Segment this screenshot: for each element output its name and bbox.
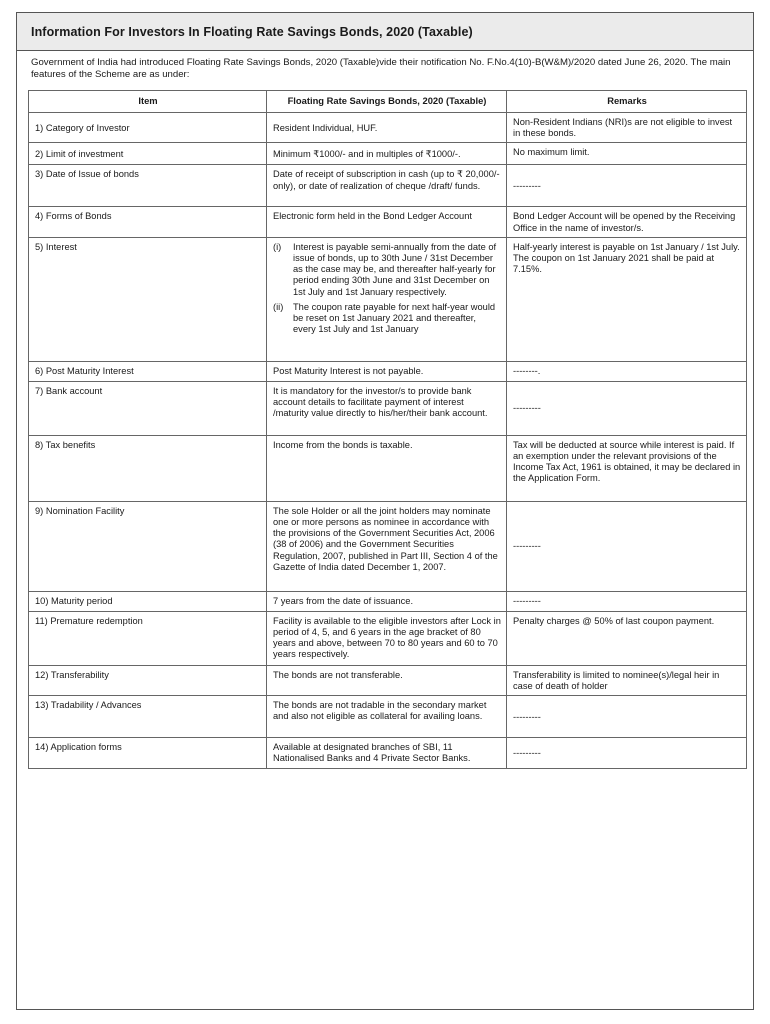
header-bond: Floating Rate Savings Bonds, 2020 (Taxable) [267, 91, 507, 113]
clause-text: The coupon rate payable for next half-year would be reset on 1st January 2021 and thereafter, every 1st July and 1st January [293, 301, 496, 335]
remark-cell: Bond Ledger Account will be opened by the Receiving Office in the name of investor/s. [507, 207, 747, 237]
item-cell: 5) Interest [29, 237, 267, 361]
item-cell: 7) Bank account [29, 381, 267, 435]
table-header-row [29, 91, 747, 113]
table-row [29, 207, 747, 237]
table-row [29, 611, 747, 665]
table-row [29, 237, 747, 361]
interest-clause-1 [273, 242, 501, 298]
table-row [29, 501, 747, 591]
detail-cell: Minimum ₹1000/- and in multiples of ₹1000/-. [267, 143, 507, 165]
remark-cell: --------- [507, 165, 747, 207]
table-row [29, 665, 747, 695]
remark-cell: --------- [507, 501, 747, 591]
detail-cell: Available at designated branches of SBI, 11 Nationalised Banks and 4 Private Sector Banks. [267, 738, 507, 768]
remark-cell: --------- [507, 738, 747, 768]
clause-number: (ii) [273, 301, 284, 312]
table-row [29, 381, 747, 435]
item-cell: 8) Tax benefits [29, 435, 267, 501]
remark-cell: Non-Resident Indians (NRI)s are not eligible to invest in these bonds. [507, 113, 747, 143]
item-cell: 12) Transferability [29, 665, 267, 695]
header-remarks: Remarks [507, 91, 747, 113]
detail-cell: The bonds are not tradable in the secondary market and also not eligible as collateral for availing loans. [267, 696, 507, 738]
item-cell: 6) Post Maturity Interest [29, 361, 267, 381]
detail-cell: Facility is available to the eligible investors after Lock in period of 4, 5, and 6 years in the age bracket of 80 years and above, between 70 to 80 years and 60 to 70 years respectively. [267, 611, 507, 665]
remark-cell: Penalty charges @ 50% of last coupon payment. [507, 611, 747, 665]
item-cell: 3) Date of Issue of bonds [29, 165, 267, 207]
table-row [29, 591, 747, 611]
table-row [29, 361, 747, 381]
detail-cell [267, 237, 507, 361]
item-cell: 9) Nomination Facility [29, 501, 267, 591]
table-row [29, 113, 747, 143]
item-cell: 13) Tradability / Advances [29, 696, 267, 738]
clause-text: Interest is payable semi-annually from the date of issue of bonds, up to 30th June / 31st December as the case may be, and thereafter half-yearly for period ending 30th June and 31st December on 1st July and 1st January respectively. [293, 241, 497, 297]
detail-cell: 7 years from the date of issuance. [267, 591, 507, 611]
document-frame [16, 12, 754, 1010]
detail-cell: The bonds are not transferable. [267, 665, 507, 695]
detail-cell: Electronic form held in the Bond Ledger Account [267, 207, 507, 237]
remark-cell: Half-yearly interest is payable on 1st January / 1st July. The coupon on 1st January 2021 shall be paid at 7.15%. [507, 237, 747, 361]
item-cell: 1) Category of Investor [29, 113, 267, 143]
table-row [29, 165, 747, 207]
item-cell: 14) Application forms [29, 738, 267, 768]
document-title: Information For Investors In Floating Rate Savings Bonds, 2020 (Taxable) [17, 13, 753, 51]
remark-cell: --------- [507, 381, 747, 435]
detail-cell: Date of receipt of subscription in cash (up to ₹ 20,000/- only), or date of realization of cheque /draft/ funds. [267, 165, 507, 207]
remark-cell: --------. [507, 361, 747, 381]
detail-cell: It is mandatory for the investor/s to provide bank account details to facilitate payment of interest /maturity value directly to his/her/their bank account. [267, 381, 507, 435]
remark-cell: Tax will be deducted at source while interest is paid. If an exemption under the relevant provisions of the Income Tax Act, 1961 is obtained, it may be declared in the Application Form. [507, 435, 747, 501]
detail-cell: Resident Individual, HUF. [267, 113, 507, 143]
table-row [29, 143, 747, 165]
detail-cell: Income from the bonds is taxable. [267, 435, 507, 501]
table-row [29, 435, 747, 501]
header-item: Item [29, 91, 267, 113]
intro-paragraph: Government of India had introduced Floating Rate Savings Bonds, 2020 (Taxable)vide their notification No. F.No.4(10)-B(W&M)/2020 dated June 26, 2020. The main features of the Scheme are as under: [31, 57, 731, 80]
remark-cell: Transferability is limited to nominee(s)/legal heir in case of death of holder [507, 665, 747, 695]
item-cell: 10) Maturity period [29, 591, 267, 611]
item-cell: 11) Premature redemption [29, 611, 267, 665]
detail-cell: Post Maturity Interest is not payable. [267, 361, 507, 381]
remark-cell: --------- [507, 696, 747, 738]
item-cell: 2) Limit of investment [29, 143, 267, 165]
remark-cell: No maximum limit. [507, 143, 747, 165]
detail-cell: The sole Holder or all the joint holders may nominate one or more persons as nominee in accordance with the provisions of the Government Securities Act, 2006 (38 of 2006) and the Government Securities Regulation, 2007, published in Part III, Section 4 of the Gazette of India dated December 1, 2007. [267, 501, 507, 591]
remark-cell: --------- [507, 591, 747, 611]
table-row [29, 738, 747, 768]
item-cell: 4) Forms of Bonds [29, 207, 267, 237]
clause-number: (i) [273, 241, 282, 252]
interest-clause-2 [273, 302, 501, 336]
table-row [29, 696, 747, 738]
features-table [28, 90, 747, 769]
